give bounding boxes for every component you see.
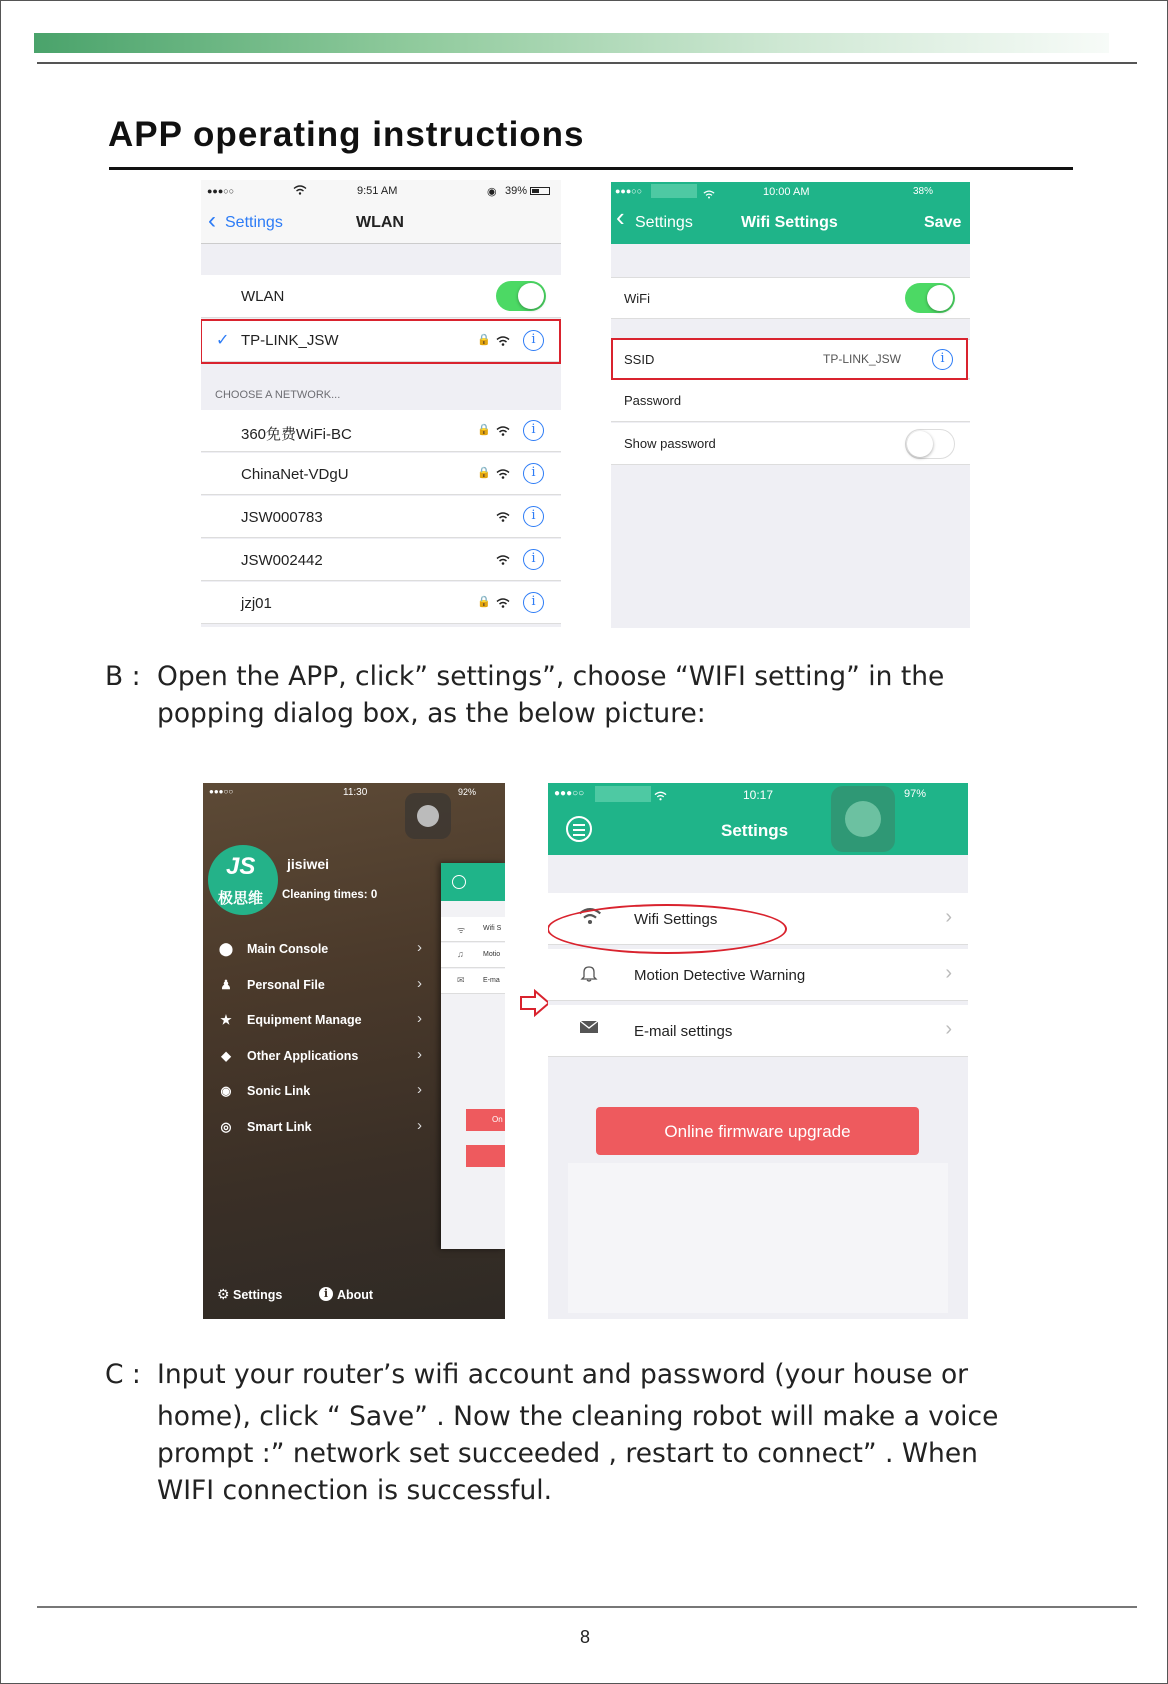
- battery-percent: 39%: [505, 185, 528, 197]
- instruction-line: prompt :” network set succeeded , restart to connect” . When: [157, 1438, 978, 1469]
- chevron-right-icon: ›: [417, 1081, 422, 1098]
- battery-icon: [530, 187, 550, 195]
- screenshot-settings: [548, 783, 968, 1319]
- info-icon[interactable]: i: [523, 506, 544, 527]
- highlight-box: [201, 319, 561, 364]
- peek-row-label: E-ma: [483, 977, 500, 984]
- step-marker: B :: [105, 661, 141, 692]
- side-menu-label: Personal File: [247, 977, 325, 992]
- status-time: 10:00 AM: [763, 186, 810, 198]
- footer-about[interactable]: About: [337, 1288, 374, 1302]
- wifi-icon: [496, 468, 510, 482]
- settings-row-label: Wifi Settings: [634, 911, 718, 928]
- app-logo: [208, 845, 278, 915]
- nav-title: Wifi Settings: [741, 214, 838, 231]
- show-password-row: [611, 423, 970, 465]
- wifi-icon: [496, 425, 510, 439]
- back-button[interactable]: Settings: [225, 214, 283, 231]
- info-icon[interactable]: i: [523, 463, 544, 484]
- nav-title: Settings: [721, 821, 789, 840]
- instruction-line: WIFI connection is successful.: [157, 1475, 553, 1506]
- info-icon[interactable]: i: [523, 330, 544, 351]
- alarm-icon: ◉: [487, 186, 497, 198]
- wifi-icon: [703, 186, 715, 204]
- wifi-icon: ◎: [220, 1119, 232, 1134]
- right-arrow-icon: [519, 989, 551, 1022]
- screenshot-wifi-settings: [611, 182, 970, 628]
- peek-row: [441, 943, 505, 968]
- show-password-toggle[interactable]: [905, 429, 955, 459]
- green-header: [548, 783, 968, 855]
- lock-icon: 🔒: [477, 334, 491, 346]
- network-name: 360免费WiFi-BC: [241, 426, 352, 443]
- mail-icon: [578, 1019, 600, 1040]
- section-heading: APP operating instructions: [108, 115, 585, 154]
- connected-network-name: TP-LINK_JSW: [241, 332, 339, 349]
- wlan-toggle-row: [201, 275, 561, 318]
- firmware-upgrade-button[interactable]: [596, 1107, 919, 1155]
- logo-text: 极思维: [218, 890, 264, 907]
- save-button[interactable]: Save: [924, 214, 962, 231]
- peek-settings-panel: [441, 863, 505, 1249]
- screenshot-side-menu: [203, 783, 505, 1319]
- status-time: 11:30: [343, 787, 368, 798]
- status-bar: [201, 180, 561, 202]
- instruction-line: Open the APP, click” settings”, choose “WIFI setting” in the: [157, 661, 945, 692]
- instruction-b: [105, 658, 945, 732]
- password-label: Password: [624, 393, 682, 408]
- peek-row: [441, 917, 505, 942]
- status-bar: [203, 783, 505, 805]
- bell-icon: [578, 963, 600, 988]
- footer-settings[interactable]: Settings: [233, 1288, 283, 1302]
- info-icon[interactable]: i: [523, 420, 544, 441]
- network-name: JSW002442: [241, 552, 323, 569]
- footer-rule: [37, 1606, 1137, 1608]
- chevron-right-icon: ›: [945, 1018, 952, 1040]
- peek-row-label: Wifi S: [483, 925, 502, 932]
- wifi-toggle[interactable]: [905, 283, 955, 313]
- settings-row-label: Motion Detective Warning: [634, 967, 806, 984]
- peek-row-icon: ♫: [457, 949, 464, 959]
- lock-icon: 🔒: [477, 596, 491, 608]
- signal-dots: ●●●○○: [554, 788, 585, 799]
- redacted-carrier: [595, 786, 651, 802]
- network-name: JSW000783: [241, 509, 323, 526]
- peek-row-icon: ᯤ: [457, 925, 466, 935]
- settings-row-label: E-mail settings: [634, 1023, 733, 1040]
- battery-percent: 97%: [904, 788, 927, 800]
- show-password-label: Show password: [624, 436, 716, 451]
- network-row[interactable]: [201, 410, 561, 452]
- settings-row[interactable]: [548, 949, 968, 1001]
- side-menu-item[interactable]: [217, 1010, 422, 1027]
- firmware-upgrade-label: Online firmware upgrade: [664, 1122, 851, 1141]
- peek-header: [441, 863, 505, 901]
- checkmark-icon: ✓: [216, 332, 230, 349]
- wifi-icon: [496, 511, 510, 525]
- side-menu-item[interactable]: [217, 1045, 422, 1063]
- wlan-label: WLAN: [241, 288, 285, 305]
- info-icon[interactable]: i: [523, 592, 544, 613]
- person-icon: ♟: [220, 977, 232, 992]
- side-menu-label: Other Applications: [247, 1048, 359, 1063]
- signal-dots: ●●●○○: [615, 186, 643, 196]
- side-menu-label: Sonic Link: [247, 1084, 311, 1098]
- robot-icon: ⬤: [219, 942, 233, 956]
- peek-row-icon: ✉: [457, 975, 465, 985]
- screenshot-ios-wlan: [201, 180, 561, 627]
- battery-percent: 38%: [913, 186, 934, 197]
- network-row[interactable]: [201, 582, 561, 624]
- status-time: 9:51 AM: [357, 185, 398, 197]
- side-menu-item[interactable]: [217, 1116, 422, 1134]
- peek-row-label: Motio: [483, 951, 501, 958]
- network-row[interactable]: [201, 496, 561, 538]
- about-icon[interactable]: i: [319, 1287, 333, 1301]
- chevron-right-icon: ›: [945, 962, 952, 984]
- ssid-value: TP-LINK_JSW: [823, 352, 902, 366]
- star-icon: ★: [220, 1013, 232, 1027]
- status-time: 10:17: [743, 788, 774, 802]
- side-menu-label: Smart Link: [247, 1119, 312, 1134]
- wlan-toggle[interactable]: [496, 281, 546, 311]
- side-menu-label: Main Console: [247, 942, 329, 956]
- wifi-label: WiFi: [624, 291, 650, 306]
- chevron-right-icon: ›: [417, 1116, 422, 1134]
- network-row[interactable]: [201, 539, 561, 581]
- side-menu-item[interactable]: [217, 974, 422, 992]
- peek-button-2: [466, 1145, 505, 1167]
- chevron-right-icon: ›: [945, 906, 952, 928]
- lock-icon: 🔒: [477, 467, 491, 479]
- page-number: 8: [579, 1627, 590, 1647]
- network-row[interactable]: [201, 453, 561, 495]
- header-rule: [37, 62, 1137, 64]
- step-marker: C :: [105, 1359, 141, 1390]
- back-chevron-icon[interactable]: ‹: [616, 202, 625, 232]
- chevron-right-icon: ›: [417, 1010, 422, 1027]
- info-icon[interactable]: i: [523, 549, 544, 570]
- menu-icon: [452, 875, 466, 889]
- network-name: ChinaNet-VDgU: [241, 466, 349, 483]
- gear-icon[interactable]: ⚙: [217, 1286, 230, 1302]
- ssid-label: SSID: [624, 352, 655, 367]
- side-menu-label: Equipment Manage: [247, 1013, 362, 1027]
- instruction-line: home), click “ Save” . Now the cleaning robot will make a voice: [157, 1401, 999, 1432]
- back-chevron-icon[interactable]: ‹: [208, 207, 216, 234]
- sonic-icon: ◉: [220, 1084, 232, 1098]
- info-icon[interactable]: i: [932, 349, 953, 370]
- wifi-icon: [654, 788, 667, 806]
- lower-panel: [568, 1163, 948, 1313]
- peek-button-label: On: [492, 1115, 503, 1124]
- peek-button: [466, 1109, 505, 1131]
- logo-mark: JS: [226, 853, 256, 880]
- password-row[interactable]: [611, 380, 970, 422]
- signal-dots: ●●●○○: [209, 787, 234, 796]
- wifi-icon: [496, 554, 510, 568]
- peek-row: [441, 969, 505, 994]
- signal-dots: ●●●○○: [207, 186, 235, 196]
- wifi-icon: [496, 597, 510, 611]
- chevron-right-icon: ›: [417, 974, 422, 992]
- network-name: jzj01: [241, 595, 272, 612]
- chevron-right-icon: ›: [417, 939, 422, 956]
- side-menu-item[interactable]: [217, 939, 422, 956]
- nav-title: WLAN: [356, 214, 404, 231]
- highlight-box: [611, 338, 968, 380]
- username: jisiwei: [287, 856, 330, 872]
- instruction-c: [105, 1356, 999, 1509]
- assistive-touch-button[interactable]: [831, 786, 895, 852]
- menu-icon[interactable]: [566, 816, 592, 842]
- redacted-carrier: [651, 184, 697, 198]
- assistive-touch-button[interactable]: [405, 793, 451, 839]
- lock-icon: 🔒: [477, 424, 491, 436]
- settings-row[interactable]: [548, 1005, 968, 1057]
- cube-icon: ◆: [221, 1048, 231, 1063]
- instruction-line: Input your router’s wifi account and password (your house or: [157, 1359, 969, 1390]
- nav-bar: [201, 202, 561, 244]
- chevron-right-icon: ›: [417, 1045, 422, 1063]
- battery-percent: 92%: [458, 787, 477, 797]
- side-menu-item[interactable]: [217, 1081, 422, 1098]
- back-button[interactable]: Settings: [635, 214, 693, 231]
- section-header: CHOOSE A NETWORK...: [215, 389, 341, 401]
- cleaning-times: Cleaning times: 0: [282, 889, 378, 901]
- instruction-line: popping dialog box, as the below picture:: [157, 698, 706, 729]
- green-header: [611, 182, 970, 244]
- header-gradient-bar: [34, 33, 1109, 53]
- wifi-icon: [293, 185, 307, 198]
- wifi-toggle-row: [611, 277, 970, 319]
- heading-underline: [109, 167, 1073, 170]
- wifi-settings-highlight: [548, 904, 787, 954]
